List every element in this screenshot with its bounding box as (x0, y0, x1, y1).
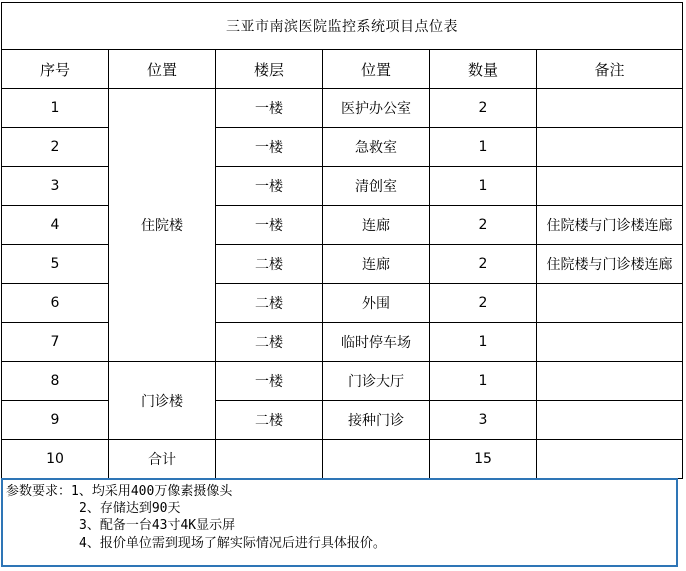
cell-remark (537, 89, 683, 128)
cell-count: 2 (430, 89, 537, 128)
cell-remark (537, 401, 683, 440)
header-row (2, 50, 683, 89)
cell-seq: 7 (2, 323, 109, 362)
header-position: 位置 (323, 50, 430, 89)
cell-floor: 一楼 (216, 167, 323, 206)
requirements-box (1, 478, 678, 567)
table-row (2, 245, 683, 284)
requirement-item: 2、存储达到90天 (79, 501, 181, 516)
cell-floor (216, 440, 323, 479)
table-title: 三亚市南滨医院监控系统项目点位表 (2, 3, 683, 50)
cell-seq: 6 (2, 284, 109, 323)
table-row (2, 401, 683, 440)
cell-floor: 二楼 (216, 323, 323, 362)
cell-position: 临时停车场 (323, 323, 430, 362)
cell-position: 急救室 (323, 128, 430, 167)
cell-remark (537, 128, 683, 167)
cell-count: 1 (430, 167, 537, 206)
table-row (2, 89, 683, 128)
spreadsheet (1, 2, 682, 479)
cell-floor: 一楼 (216, 89, 323, 128)
requirements-heading: 参数要求： (6, 484, 72, 499)
cell-remark: 住院楼与门诊楼连廊 (537, 206, 683, 245)
header-seq: 序号 (2, 50, 109, 89)
header-remark: 备注 (537, 50, 683, 89)
cell-position: 医护办公室 (323, 89, 430, 128)
cell-floor: 二楼 (216, 284, 323, 323)
cell-seq: 2 (2, 128, 109, 167)
cell-position: 门诊大厅 (323, 362, 430, 401)
cell-building-outpatient: 门诊楼 (109, 362, 216, 440)
cell-floor: 一楼 (216, 128, 323, 167)
header-count: 数量 (430, 50, 537, 89)
cell-floor: 二楼 (216, 245, 323, 284)
cell-position: 连廊 (323, 206, 430, 245)
cell-remark (537, 323, 683, 362)
requirement-item: 4、报价单位需到现场了解实际情况后进行具体报价。 (79, 536, 386, 551)
requirement-item: 1、均采用400万像素摄像头 (71, 484, 233, 499)
cell-count: 2 (430, 284, 537, 323)
cell-position: 外围 (323, 284, 430, 323)
table-row (2, 128, 683, 167)
cell-seq: 1 (2, 89, 109, 128)
cell-position: 清创室 (323, 167, 430, 206)
cell-count: 1 (430, 128, 537, 167)
cell-seq: 5 (2, 245, 109, 284)
cell-count: 1 (430, 323, 537, 362)
cell-count: 1 (430, 362, 537, 401)
requirement-line-1 (6, 483, 232, 500)
cell-count: 2 (430, 206, 537, 245)
total-count: 15 (430, 440, 537, 479)
cell-seq: 4 (2, 206, 109, 245)
cell-remark (537, 284, 683, 323)
header-location: 位置 (109, 50, 216, 89)
cell-seq: 9 (2, 401, 109, 440)
cell-floor: 一楼 (216, 362, 323, 401)
requirement-item: 3、配备一台43寸4K显示屏 (79, 518, 236, 533)
cell-floor: 二楼 (216, 401, 323, 440)
table-row (2, 362, 683, 401)
table-row (2, 167, 683, 206)
table-row (2, 323, 683, 362)
header-floor: 楼层 (216, 50, 323, 89)
cell-remark: 住院楼与门诊楼连廊 (537, 245, 683, 284)
cell-seq: 3 (2, 167, 109, 206)
total-label: 合计 (109, 440, 216, 479)
cell-count: 3 (430, 401, 537, 440)
cell-seq: 10 (2, 440, 109, 479)
cell-remark (537, 440, 683, 479)
cell-position: 接种门诊 (323, 401, 430, 440)
point-table (1, 2, 683, 479)
table-row (2, 206, 683, 245)
cell-count: 2 (430, 245, 537, 284)
cell-position: 连廊 (323, 245, 430, 284)
cell-position (323, 440, 430, 479)
cell-floor: 一楼 (216, 206, 323, 245)
table-row (2, 284, 683, 323)
cell-seq: 8 (2, 362, 109, 401)
cell-building-inpatient: 住院楼 (109, 89, 216, 362)
cell-remark (537, 362, 683, 401)
cell-remark (537, 167, 683, 206)
total-row (2, 440, 683, 479)
